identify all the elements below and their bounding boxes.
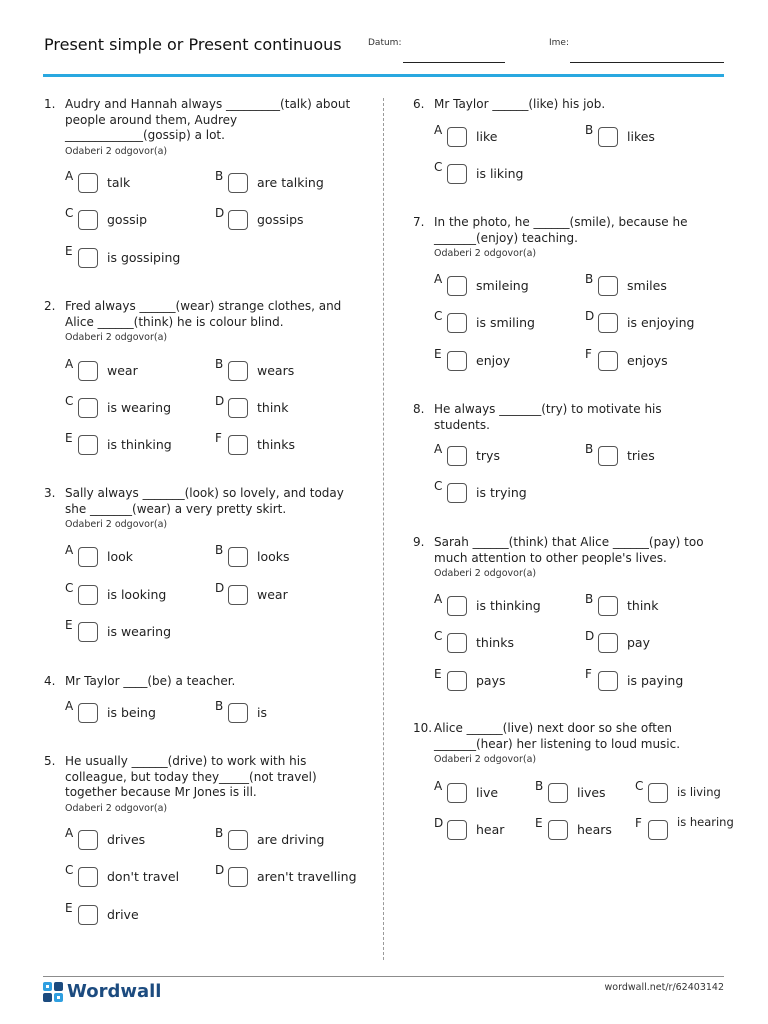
option-label: gossips [257, 212, 304, 227]
answer-checkbox[interactable] [78, 547, 98, 567]
option-label: don't travel [107, 869, 180, 884]
answer-checkbox[interactable] [78, 248, 98, 268]
option-letter: C [434, 309, 443, 323]
option-letter: C [65, 394, 74, 408]
answer-checkbox[interactable] [228, 703, 248, 723]
question-text [434, 721, 680, 752]
question-text-line: Sarah ______(think) that Alice ______(pay) too [434, 535, 704, 549]
answer-count-note: Odaberi 2 odgovor(a) [434, 568, 537, 579]
answer-checkbox[interactable] [598, 276, 618, 296]
answer-checkbox[interactable] [598, 446, 618, 466]
option-label: aren't travelling [257, 869, 357, 884]
answer-count-note: Odaberi 2 odgovor(a) [65, 519, 168, 530]
option-label: drive [107, 907, 139, 922]
option-letter: B [585, 123, 594, 137]
date-field-line[interactable] [403, 62, 505, 63]
answer-checkbox[interactable] [228, 585, 248, 605]
answer-checkbox[interactable] [78, 210, 98, 230]
page-title: Present simple or Present continuous [44, 35, 342, 54]
question-text-line: _______(enjoy) teaching. [434, 230, 578, 245]
question-number: 2. [44, 299, 56, 313]
question-number: 10. [413, 721, 433, 735]
option-label: pays [476, 673, 506, 688]
question-text-line: _____________(gossip) a lot. [65, 128, 225, 142]
question-text-line: Mr Taylor ____(be) a teacher. [65, 674, 236, 688]
question-text-line: Alice ______(live) next door so she often [434, 721, 672, 735]
question-text [65, 674, 235, 690]
answer-checkbox[interactable] [447, 127, 467, 147]
option-label: is enjoying [627, 315, 695, 330]
option-letter: D [434, 816, 444, 830]
question-text-line: Fred always ______(wear) strange clothes, and [65, 299, 342, 313]
option-letter: B [585, 272, 594, 286]
answer-checkbox[interactable] [78, 622, 98, 642]
answer-checkbox[interactable] [447, 164, 467, 184]
option-letter: D [215, 206, 225, 220]
question-text [434, 402, 662, 433]
option-letter: B [585, 442, 594, 456]
option-label: likes [627, 129, 655, 144]
column-divider [383, 98, 384, 960]
option-letter: D [215, 581, 225, 595]
option-letter: C [65, 863, 74, 877]
option-letter: B [215, 169, 224, 183]
answer-checkbox[interactable] [548, 783, 568, 803]
question-text-line: _______(hear) her listening to loud music. [434, 736, 681, 751]
answer-checkbox[interactable] [598, 127, 618, 147]
question-text-line: Mr Taylor ______(like) his job. [434, 97, 606, 111]
question-number: 5. [44, 754, 56, 768]
option-letter: B [215, 543, 224, 557]
answer-checkbox[interactable] [78, 703, 98, 723]
question-number: 8. [413, 402, 425, 416]
question-text [65, 754, 317, 801]
option-letter: C [434, 629, 443, 643]
option-letter: B [215, 826, 224, 840]
question-text-line: students. [434, 417, 490, 432]
answer-checkbox[interactable] [228, 361, 248, 381]
option-letter: B [585, 592, 594, 606]
option-label: wear [257, 587, 288, 602]
question-text [65, 299, 341, 330]
question-number: 7. [413, 215, 425, 229]
option-label: live [476, 785, 499, 800]
answer-checkbox[interactable] [598, 633, 618, 653]
option-letter: A [434, 272, 443, 286]
answer-count-note: Odaberi 2 odgovor(a) [434, 248, 537, 259]
option-label: are driving [257, 832, 325, 847]
answer-checkbox[interactable] [447, 276, 467, 296]
wordwall-logo-icon [43, 982, 63, 1002]
answer-checkbox[interactable] [447, 671, 467, 691]
question-text-line: In the photo, he ______(smile), because he [434, 215, 688, 229]
question-text-line: He always _______(try) to motivate his [434, 402, 662, 416]
option-label: is trying [476, 485, 527, 500]
option-label: talk [107, 175, 131, 190]
option-letter: E [65, 431, 73, 445]
answer-checkbox[interactable] [598, 313, 618, 333]
option-letter: E [65, 901, 73, 915]
option-letter: A [434, 442, 443, 456]
question-number: 4. [44, 674, 56, 688]
option-label: hear [476, 822, 505, 837]
question-text [434, 97, 605, 113]
answer-count-note: Odaberi 2 odgovor(a) [434, 754, 537, 765]
option-label: thinks [476, 635, 514, 650]
answer-checkbox[interactable] [228, 173, 248, 193]
option-label: is hearing [677, 815, 734, 829]
option-letter: F [635, 816, 642, 830]
question-text-line: Audry and Hannah always _________(talk) about [65, 97, 351, 111]
question-number: 3. [44, 486, 56, 500]
answer-checkbox[interactable] [447, 633, 467, 653]
option-label: is being [107, 705, 156, 720]
option-letter: E [434, 347, 442, 361]
option-label: is thinking [476, 598, 541, 613]
option-label: is smiling [476, 315, 535, 330]
question-text-line: Sally always _______(look) so lovely, and today [65, 486, 344, 500]
option-letter: E [434, 667, 442, 681]
question-text [65, 486, 344, 517]
answer-checkbox[interactable] [228, 210, 248, 230]
option-label: like [476, 129, 498, 144]
question-text-line: He usually ______(drive) to work with his [65, 754, 307, 768]
option-label: is paying [627, 673, 684, 688]
option-label: tries [627, 448, 655, 463]
answer-checkbox[interactable] [447, 783, 467, 803]
answer-checkbox[interactable] [447, 483, 467, 503]
answer-checkbox[interactable] [78, 830, 98, 850]
option-label: is thinking [107, 437, 172, 452]
option-letter: A [65, 826, 74, 840]
header-rule [43, 74, 724, 77]
question-text [434, 215, 688, 246]
answer-checkbox[interactable] [598, 596, 618, 616]
question-text-line: people around them, Audrey [65, 112, 238, 127]
answer-checkbox[interactable] [78, 905, 98, 925]
answer-checkbox[interactable] [78, 361, 98, 381]
date-label: Datum: [368, 38, 402, 48]
option-letter: A [434, 592, 443, 606]
option-label: drives [107, 832, 146, 847]
answer-count-note: Odaberi 2 odgovor(a) [65, 802, 168, 814]
option-letter: D [215, 863, 225, 877]
answer-checkbox[interactable] [78, 398, 98, 418]
option-label: is liking [476, 166, 524, 181]
option-label: lives [577, 785, 606, 800]
answer-checkbox[interactable] [447, 313, 467, 333]
option-label: is [257, 705, 267, 720]
option-label: pay [627, 635, 650, 650]
answer-checkbox[interactable] [648, 783, 668, 803]
option-letter: A [65, 543, 74, 557]
answer-checkbox[interactable] [447, 351, 467, 371]
answer-checkbox[interactable] [447, 596, 467, 616]
question-text-line: Alice ______(think) he is colour blind. [65, 314, 284, 329]
answer-checkbox[interactable] [648, 820, 668, 840]
answer-checkbox[interactable] [447, 820, 467, 840]
option-label: is wearing [107, 624, 172, 639]
option-letter: C [65, 581, 74, 595]
option-label: is wearing [107, 400, 172, 415]
answer-checkbox[interactable] [447, 446, 467, 466]
question-text-line: colleague, but today they_____(not travel) [65, 769, 317, 784]
answer-checkbox[interactable] [228, 867, 248, 887]
answer-checkbox[interactable] [78, 173, 98, 193]
question-text-line: together because Mr Jones is ill. [65, 785, 257, 799]
option-letter: A [434, 123, 443, 137]
option-label: trys [476, 448, 500, 463]
option-letter: E [535, 816, 543, 830]
option-letter: A [65, 699, 74, 713]
answer-checkbox[interactable] [548, 820, 568, 840]
option-letter: B [215, 699, 224, 713]
answer-checkbox[interactable] [598, 351, 618, 371]
option-label: thinks [257, 437, 295, 452]
option-label: hears [577, 822, 612, 837]
question-text [434, 535, 704, 566]
option-letter: C [434, 160, 443, 174]
option-label: wears [257, 363, 295, 378]
answer-checkbox[interactable] [78, 585, 98, 605]
option-letter: A [65, 357, 74, 371]
answer-checkbox[interactable] [228, 435, 248, 455]
answer-checkbox[interactable] [78, 867, 98, 887]
option-letter: C [65, 206, 74, 220]
option-letter: A [65, 169, 74, 183]
option-label: smileing [476, 278, 529, 293]
option-letter: F [215, 431, 222, 445]
answer-checkbox[interactable] [228, 547, 248, 567]
option-label: gossip [107, 212, 148, 227]
name-label: Ime: [549, 38, 569, 48]
question-number: 6. [413, 97, 425, 111]
answer-checkbox[interactable] [78, 435, 98, 455]
footer-rule [43, 976, 724, 977]
option-letter: D [215, 394, 225, 408]
option-label: looks [257, 549, 290, 564]
option-letter: A [434, 779, 443, 793]
option-letter: F [585, 347, 592, 361]
option-label: is gossiping [107, 250, 181, 265]
option-label: is looking [107, 587, 167, 602]
answer-count-note: Odaberi 2 odgovor(a) [65, 332, 168, 343]
question-number: 1. [44, 97, 56, 111]
option-letter: E [65, 244, 73, 258]
name-field-line[interactable] [570, 62, 724, 63]
option-letter: C [434, 479, 443, 493]
answer-checkbox[interactable] [598, 671, 618, 691]
question-text-line: much attention to other people's lives. [434, 550, 667, 565]
option-label: enjoys [627, 353, 668, 368]
question-text [65, 97, 350, 144]
question-text-line: she _______(wear) a very pretty skirt. [65, 501, 287, 516]
option-letter: F [585, 667, 592, 681]
option-label: is living [677, 785, 721, 799]
answer-checkbox[interactable] [228, 830, 248, 850]
option-label: wear [107, 363, 138, 378]
answer-count-note: Odaberi 2 odgovor(a) [65, 145, 168, 157]
brand-name: Wordwall [67, 981, 162, 1002]
option-label: think [627, 598, 659, 613]
option-label: look [107, 549, 134, 564]
option-letter: E [65, 618, 73, 632]
option-label: think [257, 400, 289, 415]
option-label: enjoy [476, 353, 511, 368]
option-letter: D [585, 309, 595, 323]
option-letter: B [215, 357, 224, 371]
option-letter: C [635, 779, 644, 793]
option-letter: B [535, 779, 544, 793]
footer-url: wordwall.net/r/62403142 [604, 982, 724, 993]
answer-checkbox[interactable] [228, 398, 248, 418]
option-label: smiles [627, 278, 667, 293]
question-number: 9. [413, 535, 425, 549]
option-label: are talking [257, 175, 324, 190]
option-letter: D [585, 629, 595, 643]
